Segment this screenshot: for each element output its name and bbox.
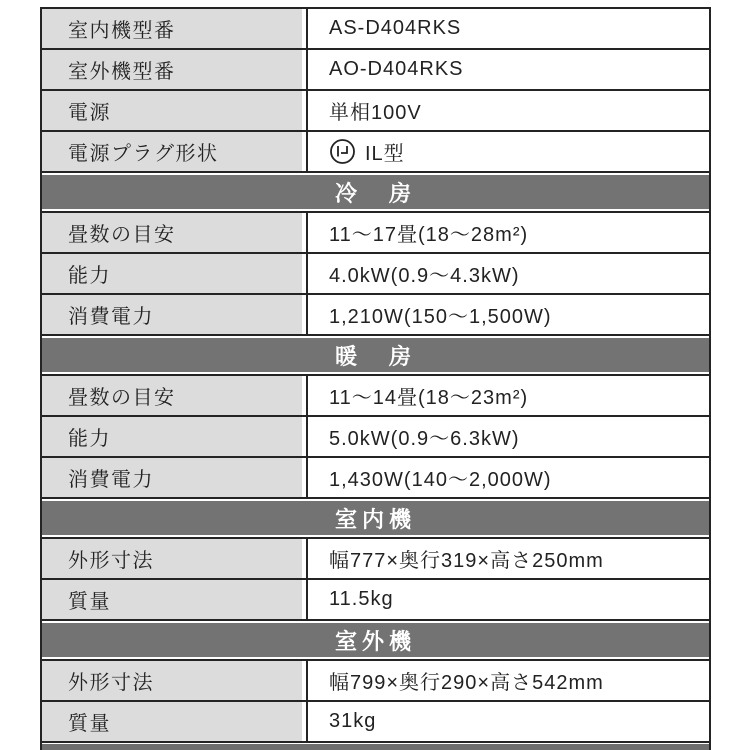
plug-type-text: IL型	[365, 143, 405, 165]
spec-row-indoor-weight	[42, 580, 709, 621]
section-title: 暖 房	[334, 343, 416, 369]
spec-value: 11.5kg	[308, 580, 709, 619]
cropped-next-section-bar	[42, 744, 709, 750]
section-header-cooling	[42, 173, 709, 211]
section-header-outdoor-unit	[42, 621, 709, 659]
spec-value: 幅799×奥行290×高さ542mm	[308, 661, 709, 700]
spec-row-power	[42, 91, 709, 132]
spec-row-cooling-tatami	[42, 211, 709, 254]
spec-label: 外形寸法	[42, 661, 308, 700]
spec-label: 外形寸法	[42, 539, 308, 578]
section-header-indoor-unit	[42, 499, 709, 537]
spec-label: 質量	[42, 702, 308, 741]
spec-label: 質量	[42, 580, 308, 619]
section-title: 室外機	[334, 628, 416, 654]
section-header-heating	[42, 336, 709, 374]
spec-row-indoor-model	[42, 9, 709, 50]
spec-label: 電源	[42, 91, 308, 130]
spec-row-cooling-capacity	[42, 254, 709, 295]
spec-row-heating-capacity	[42, 417, 709, 458]
spec-value: 11〜17畳(18〜28m²)	[308, 213, 709, 252]
spec-row-heating-tatami	[42, 374, 709, 417]
spec-value: 幅777×奥行319×高さ250mm	[308, 539, 709, 578]
spec-label: 消費電力	[42, 458, 308, 497]
spec-row-outdoor-model	[42, 50, 709, 91]
section-title: 冷 房	[334, 180, 416, 206]
spec-label: 畳数の目安	[42, 213, 308, 252]
spec-value: 5.0kW(0.9〜6.3kW)	[308, 417, 709, 456]
spec-row-outdoor-weight	[42, 702, 709, 743]
spec-row-indoor-dimensions	[42, 537, 709, 580]
spec-row-plug-shape	[42, 132, 709, 173]
spec-value: 11〜14畳(18〜23m²)	[308, 376, 709, 415]
spec-table	[40, 7, 711, 750]
spec-label: 室内機型番	[42, 9, 308, 48]
spec-row-cooling-consumption	[42, 295, 709, 336]
spec-label: 畳数の目安	[42, 376, 308, 415]
section-title: 室内機	[334, 506, 416, 532]
il-plug-icon	[329, 138, 356, 165]
spec-value: AS-D404RKS	[308, 9, 709, 48]
spec-label: 室外機型番	[42, 50, 308, 89]
spec-value: 1,210W(150〜1,500W)	[308, 295, 709, 334]
spec-value: 31kg	[308, 702, 709, 741]
spec-label: 消費電力	[42, 295, 308, 334]
spec-label: 能力	[42, 417, 308, 456]
spec-value: 単相100V	[308, 91, 709, 130]
spec-value: 1,430W(140〜2,000W)	[308, 458, 709, 497]
spec-label: 電源プラグ形状	[42, 132, 308, 171]
spec-value: AO-D404RKS	[308, 50, 709, 89]
spec-row-outdoor-dimensions	[42, 659, 709, 702]
spec-value	[308, 132, 709, 171]
spec-row-heating-consumption	[42, 458, 709, 499]
spec-label: 能力	[42, 254, 308, 293]
spec-value: 4.0kW(0.9〜4.3kW)	[308, 254, 709, 293]
